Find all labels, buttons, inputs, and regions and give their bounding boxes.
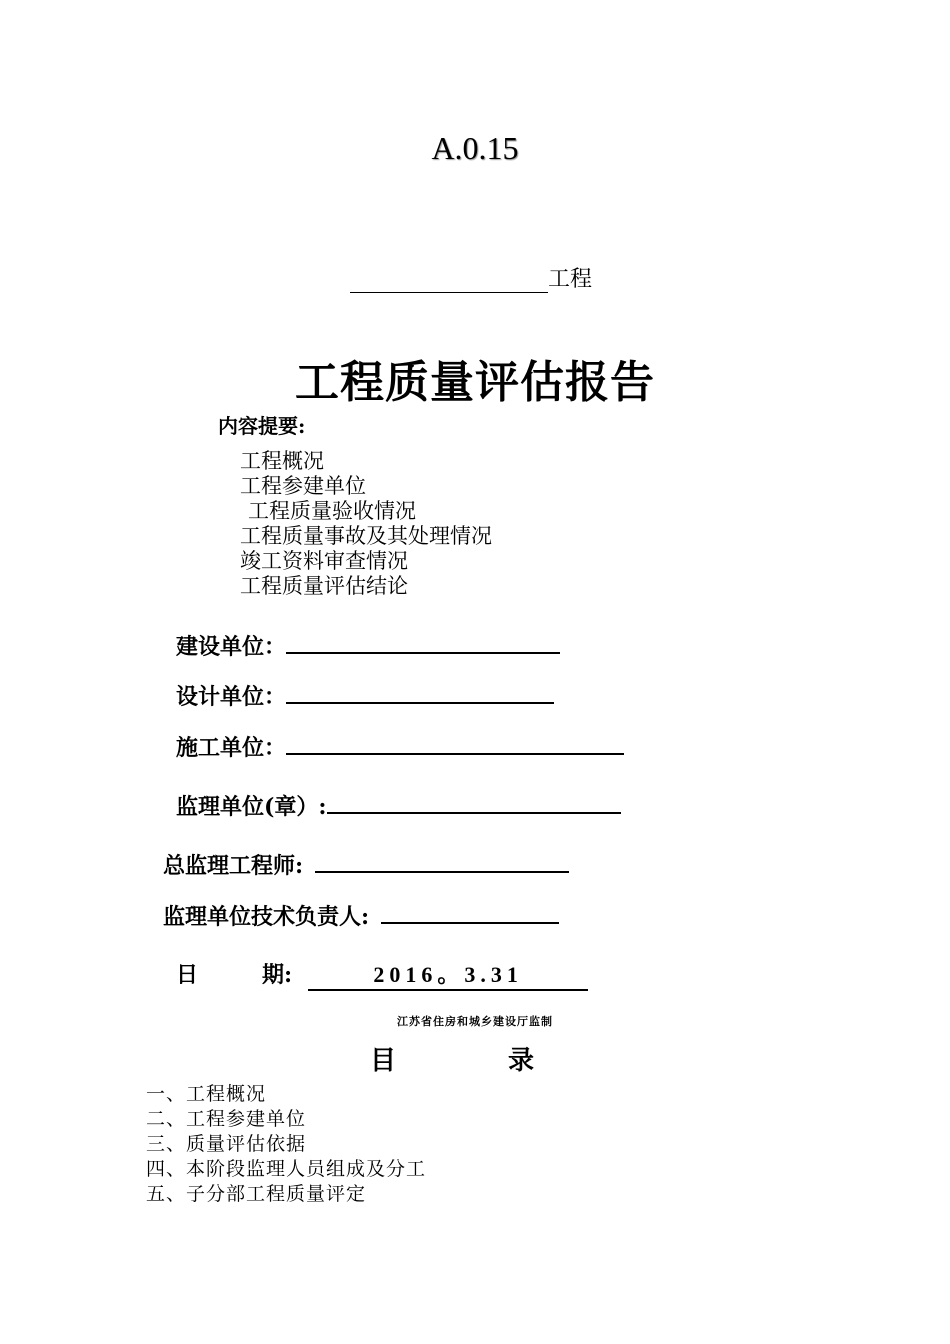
summary-item: 工程质量事故及其处理情况 [240,524,492,548]
supervision-unit-label: 监理单位(章）: [176,794,327,820]
chief-engineer-field [163,849,569,880]
summary-item: 工程概况 [240,449,324,473]
design-unit-blank[interactable] [286,680,554,704]
builder-unit-blank[interactable] [286,731,624,755]
toc-item[interactable]: 五、子分部工程质量评定 [146,1183,367,1205]
design-unit-field [176,680,554,711]
date-label-char-1: 日 [176,962,199,988]
toc-list [146,1082,426,1207]
toc-item[interactable]: 一、工程概况 [146,1083,267,1105]
summary-item: 工程质量评估结论 [240,574,408,598]
toc-title [370,1040,534,1077]
toc-title-char-1: 目 [370,1046,397,1076]
chief-engineer-label: 总监理工程师: [163,853,304,879]
toc-item[interactable]: 三、质量评估依据 [146,1133,307,1155]
summary-list [240,449,492,599]
toc-item[interactable]: 二、工程参建单位 [146,1108,307,1130]
project-name-line [350,262,592,293]
summary-label: 内容提要: [218,414,306,438]
chief-engineer-blank[interactable] [315,849,569,873]
supervision-unit-blank[interactable] [327,790,621,814]
construction-unit-field [176,630,560,661]
tech-lead-label: 监理单位技术负责人: [163,904,370,930]
design-unit-label: 设计单位： [176,684,287,710]
supervision-unit-field [176,790,621,821]
project-name-blank[interactable] [350,268,548,293]
date-value[interactable]: 2016。3.31 [308,958,588,991]
tech-lead-field [163,900,559,931]
date-field [176,958,588,991]
form-code: A.0.15 [431,130,519,166]
tech-lead-blank[interactable] [381,900,559,924]
toc-item[interactable]: 四、本阶段监理人员组成及分工 [146,1158,427,1180]
report-title: 工程质量评估报告 [295,357,655,408]
toc-title-char-2: 录 [508,1046,535,1076]
builder-unit-field [176,731,624,762]
builder-unit-label: 施工单位： [176,735,287,761]
project-suffix: 工程 [548,267,593,292]
supervised-by: 江苏省住房和城乡建设厅监制 [397,1015,553,1028]
date-label-char-2: 期: [262,962,293,988]
construction-unit-label: 建设单位： [176,634,287,660]
summary-item: 工程质量验收情况 [248,499,416,523]
summary-item: 工程参建单位 [240,474,366,498]
construction-unit-blank[interactable] [286,630,560,654]
summary-item: 竣工资料审查情况 [240,549,408,573]
